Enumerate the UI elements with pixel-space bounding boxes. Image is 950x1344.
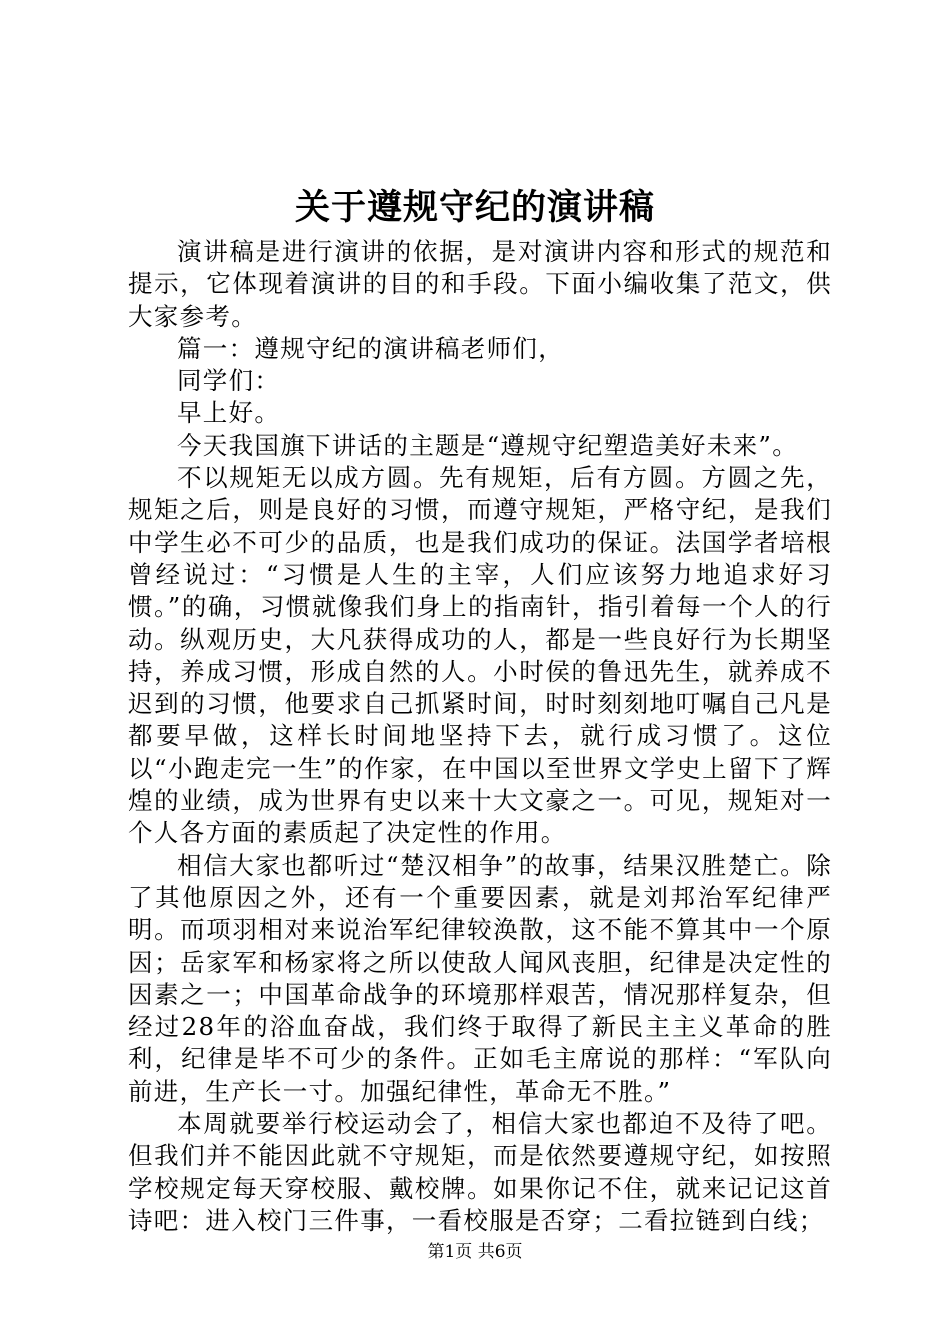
paragraph-greeting: 早上好。	[177, 398, 281, 428]
paragraph-history: 相信大家也都听过“楚汉相争”的故事，结果汉胜楚亡。除了其他原因之外，还有一个重要因素，就是刘邦治军纪律严明。而项羽相对来说治军纪律较涣散，这不能不算其中一个原因；岳家军和杨家将之所以使敌人闻风丧胆，纪律是决定性的因素之一；中国革命战争的环境那样艰苦，情况那样复杂，但经过28年的浴血奋战，我们终于取得了新民主主义革命的胜利，纪律是毕不可少的条件。正如毛主席说的那样：“军队向前进，生产长一寸。加强纪律性，革命无不胜。”	[128, 850, 832, 1106]
document-body	[128, 236, 832, 1237]
document-title: 关于遵规守纪的演讲稿	[294, 187, 655, 228]
paragraph-habits: 不以规矩无以成方圆。先有规矩，后有方圆。方圆之先，规矩之后，则是良好的习惯，而遵守规矩，严格守纪，是我们中学生必不可少的品质，也是我们成功的保证。法国学者培根曾经说过：“习惯是人生的主宰，人们应该努力地追求好习惯。”的确，习惯就像我们身上的指南针，指引着每一个人的行动。纵观历史，大凡获得成功的人，都是一些良好行为长期坚持，养成习惯，形成自然的人。小时侯的鲁迅先生，就养成不迟到的习惯，他要求自己抓紧时间，时时刻刻地叮嘱自己凡是都要早做，这样长时间地坚持下去，就行成习惯了。这位以“小跑走完一生”的作家，在中国以至世界文学史上留下了辉煌的业绩，成为世界有史以来十大文豪之一。可见，规矩对一个人各方面的素质起了决定性的作用。	[128, 463, 832, 848]
paragraph-part-one-heading: 篇一：遵规守纪的演讲稿老师们，	[177, 333, 564, 363]
paragraph-salutation: 同学们：	[177, 366, 281, 396]
paragraph-sports-meet: 本周就要举行校运动会了，相信大家也都迫不及待了吧。但我们并不能因此就不守规矩，而是依然要遵规守纪，如按照学校规定每天穿校服、戴校牌。如果你记不住，就来记记这首诗吧：进入校门三件事，一看校服是否穿；二看拉链到白线；	[128, 1109, 832, 1235]
page-footer: 第1页 共6页	[427, 1242, 523, 1262]
paragraph-topic: 今天我国旗下讲话的主题是“遵规守纪塑造美好未来”。	[177, 430, 799, 460]
paragraph-intro: 演讲稿是进行演讲的依据，是对演讲内容和形式的规范和提示，它体现着演讲的目的和手段。下面小编收集了范文，供大家参考。	[128, 237, 832, 331]
